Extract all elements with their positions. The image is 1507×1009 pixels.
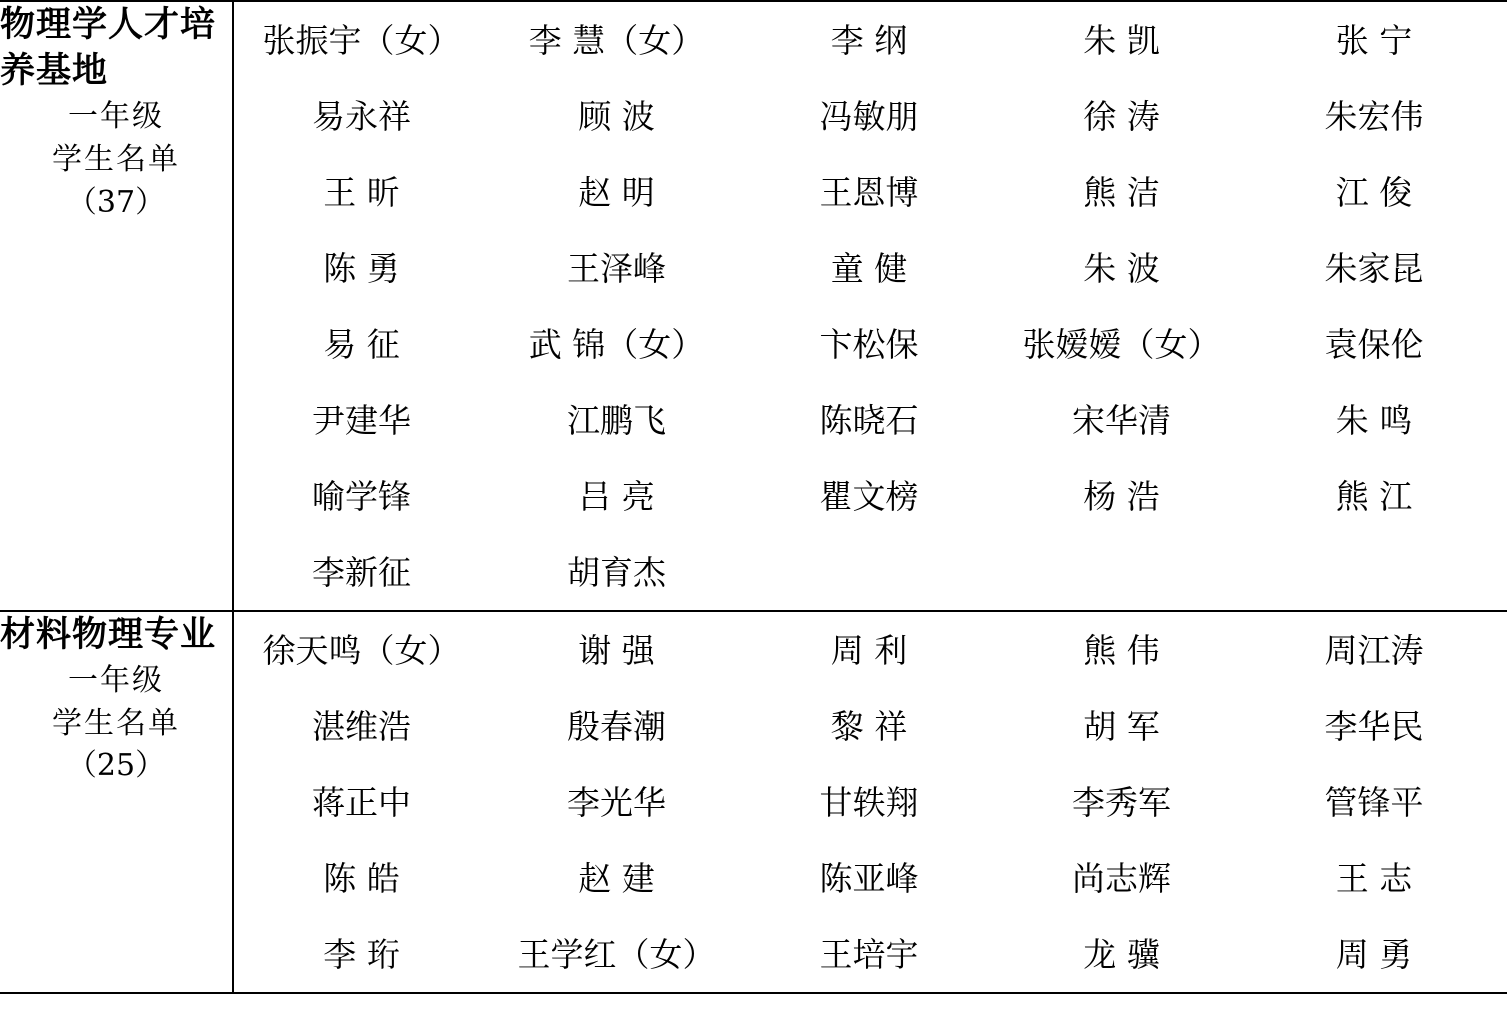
name-item: 王恩博	[819, 172, 919, 212]
name-item	[1249, 534, 1499, 610]
name-item: 熊 洁	[1083, 172, 1160, 212]
section-subtitle-grade: 一年级	[68, 99, 164, 135]
name-item: 杨 浩	[1083, 476, 1160, 516]
name-item: 陈晓石	[819, 400, 919, 440]
name-item: 江 俊	[1335, 172, 1413, 212]
name-item: 李新征	[312, 552, 411, 592]
name-item: 朱家昆	[1324, 248, 1424, 288]
name-row	[234, 534, 1507, 610]
name-row	[234, 458, 1507, 534]
name-item: 卞松保	[819, 324, 919, 364]
section-title: 材料物理专业	[0, 614, 217, 655]
section-count: （25）	[66, 748, 166, 784]
name-item: 吕 亮	[578, 476, 655, 516]
name-item: 武 锦（女）	[528, 324, 705, 364]
name-item: 王 志	[1335, 858, 1413, 898]
name-item: 管锋平	[1324, 782, 1424, 822]
name-item: 龙 骥	[1083, 934, 1160, 974]
name-item: 李 珩	[323, 934, 400, 974]
section-names-materials-physics	[233, 611, 1507, 993]
name-row	[234, 154, 1507, 230]
name-item: 喻学锋	[312, 476, 411, 516]
name-item: 江鹏飞	[567, 400, 666, 440]
name-item: 陈 皓	[323, 858, 400, 898]
name-item: 熊 伟	[1083, 630, 1160, 670]
name-item: 张振宇（女）	[262, 20, 461, 60]
section-label-materials-physics	[0, 611, 233, 993]
name-item: 尹建华	[312, 400, 411, 440]
name-row	[234, 612, 1507, 688]
name-item: 殷春潮	[567, 706, 666, 746]
name-item: 宋华清	[1072, 400, 1171, 440]
name-item: 赵 建	[578, 858, 655, 898]
section-subtitle-grade: 一年级	[68, 663, 164, 699]
name-item: 周 勇	[1335, 934, 1413, 974]
section-subtitle-list: 学生名单	[52, 141, 180, 177]
name-item: 朱 波	[1083, 248, 1160, 288]
name-item	[744, 534, 994, 610]
name-item: 徐 涛	[1083, 96, 1160, 136]
name-item: 张嫒嫒（女）	[1022, 324, 1221, 364]
name-item: 陈亚峰	[819, 858, 919, 898]
name-item: 尚志辉	[1072, 858, 1171, 898]
name-item: 王 昕	[323, 172, 400, 212]
name-item: 易 征	[323, 324, 400, 364]
name-item: 李 纲	[830, 20, 908, 60]
name-item: 童 健	[830, 248, 908, 288]
name-item: 王培宇	[819, 934, 919, 974]
name-item: 李 慧（女）	[528, 20, 705, 60]
name-item: 黎 祥	[830, 706, 908, 746]
name-item	[994, 534, 1249, 610]
name-row	[234, 306, 1507, 382]
name-item: 袁保伦	[1324, 324, 1424, 364]
name-row	[234, 764, 1507, 840]
name-row	[234, 78, 1507, 154]
name-item: 李光华	[567, 782, 666, 822]
name-row	[234, 840, 1507, 916]
name-item: 谢 强	[578, 630, 655, 670]
name-item: 赵 明	[578, 172, 655, 212]
table-row	[0, 1, 1507, 611]
table-row	[0, 611, 1507, 993]
name-row	[234, 230, 1507, 306]
name-item: 王泽峰	[567, 248, 666, 288]
name-item: 周 利	[830, 630, 908, 670]
name-row	[234, 688, 1507, 764]
name-item: 王学红（女）	[517, 934, 716, 974]
name-item: 李华民	[1324, 706, 1424, 746]
section-label-physics-base	[0, 1, 233, 611]
name-item: 张 宁	[1335, 20, 1413, 60]
name-item: 徐天鸣（女）	[262, 630, 461, 670]
name-item: 冯敏朋	[819, 96, 919, 136]
name-item: 顾 波	[578, 96, 655, 136]
name-item: 朱宏伟	[1324, 96, 1424, 136]
name-item: 李秀军	[1072, 782, 1171, 822]
name-item: 蒋正中	[312, 782, 411, 822]
name-row	[234, 916, 1507, 992]
name-row	[234, 382, 1507, 458]
section-title: 物理学人才培养基地	[0, 4, 217, 92]
name-item: 熊 江	[1335, 476, 1413, 516]
name-item: 湛维浩	[312, 706, 411, 746]
name-item: 周江涛	[1324, 630, 1424, 670]
section-names-physics-base	[233, 1, 1507, 611]
section-count: （37）	[66, 184, 166, 220]
name-item: 易永祥	[312, 96, 411, 136]
name-item: 胡育杰	[567, 552, 666, 592]
name-item: 胡 军	[1083, 706, 1160, 746]
name-item: 朱 鸣	[1335, 400, 1413, 440]
name-row	[234, 2, 1507, 78]
name-item: 甘轶翔	[819, 782, 919, 822]
name-item: 朱 凯	[1083, 20, 1160, 60]
section-subtitle-list: 学生名单	[52, 705, 180, 741]
name-item: 瞿文榜	[819, 476, 919, 516]
name-item: 陈 勇	[323, 248, 400, 288]
